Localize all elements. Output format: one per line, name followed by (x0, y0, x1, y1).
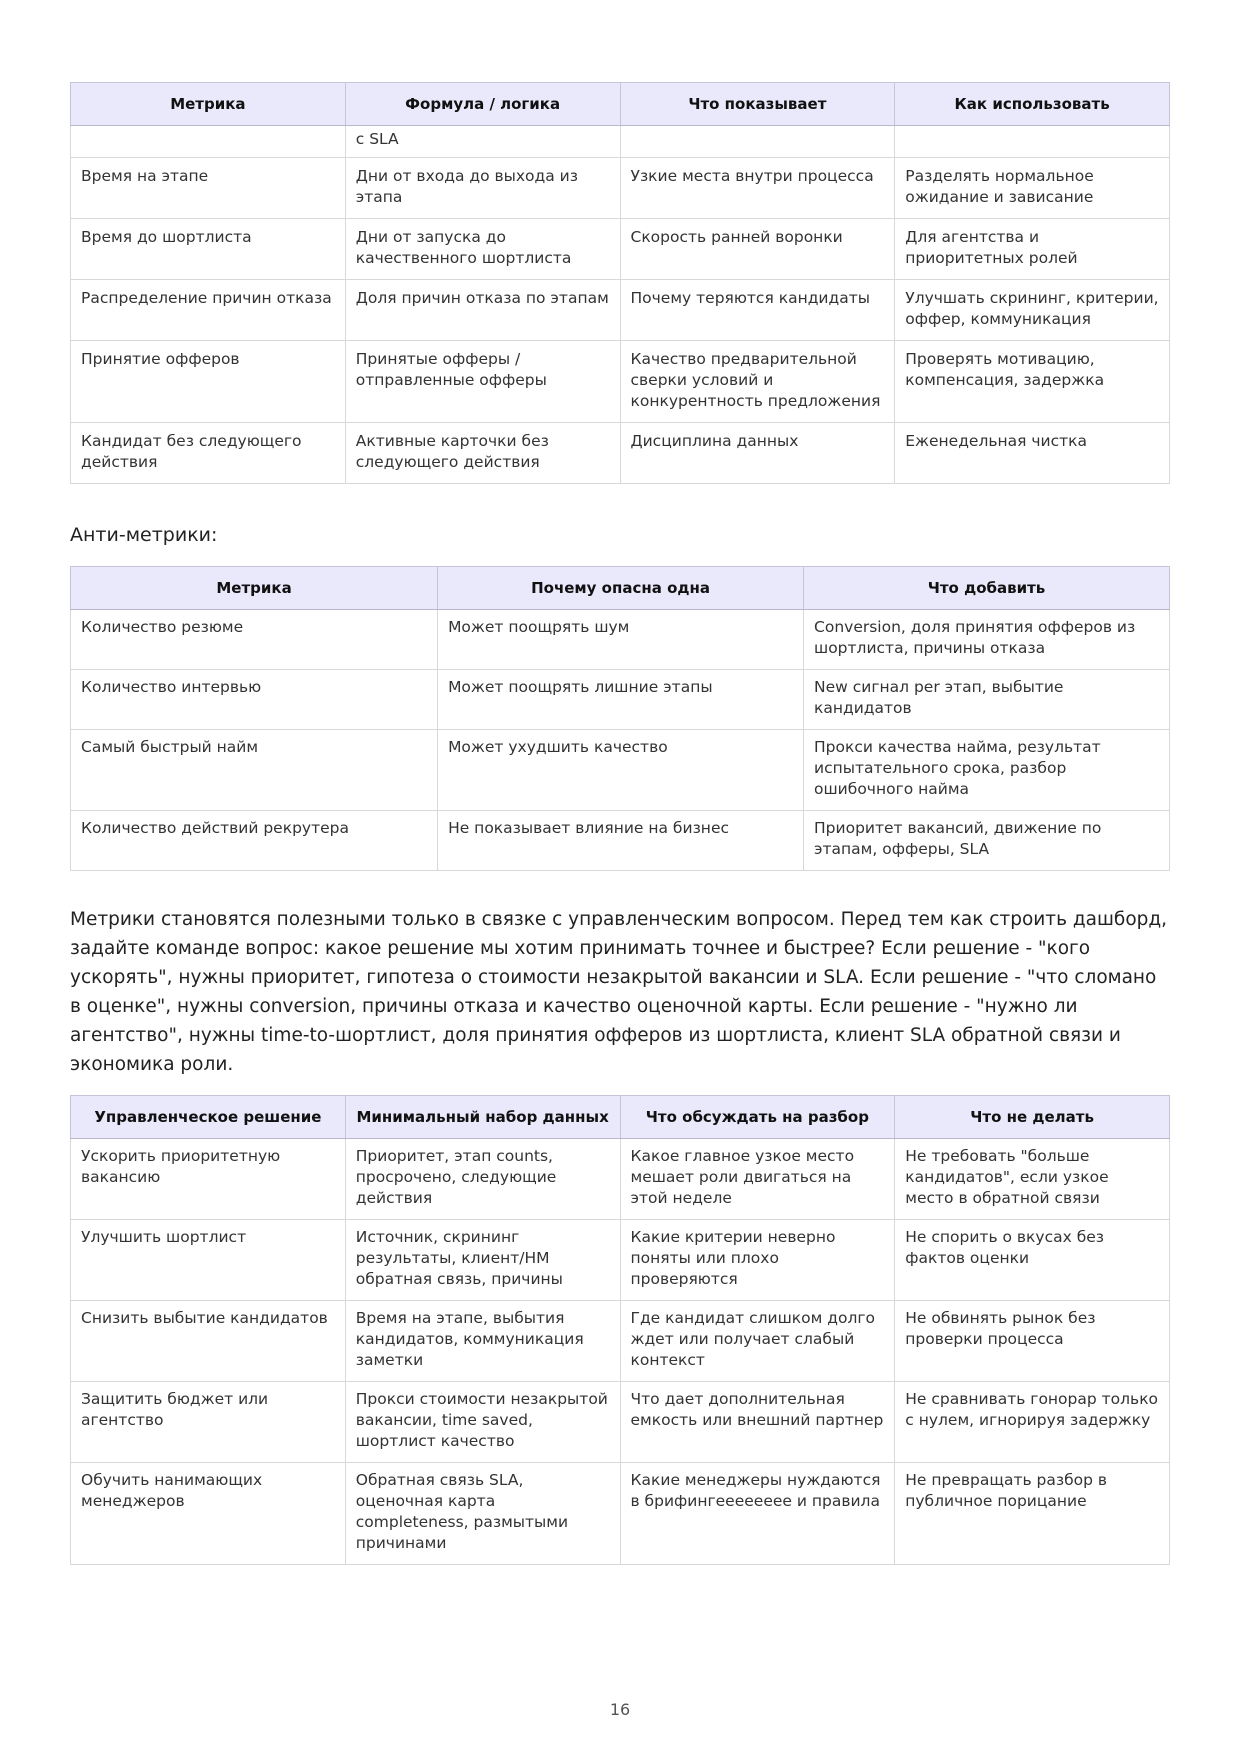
table-cell: Количество действий рекрутера (71, 811, 438, 871)
table-row (71, 126, 1170, 158)
table-cell: Время до шортлиста (71, 219, 346, 280)
table-header-row (71, 567, 1170, 610)
column-header: Как использовать (895, 83, 1170, 126)
table-cell: Количество резюме (71, 610, 438, 670)
table-row (71, 158, 1170, 219)
table-cell: с SLA (345, 126, 620, 158)
decisions-table (70, 1095, 1170, 1565)
column-header: Что не делать (895, 1096, 1170, 1139)
table-row (71, 1220, 1170, 1301)
table-cell: Принятые офферы / отправленные офферы (345, 341, 620, 423)
table-cell: Принятие офферов (71, 341, 346, 423)
table-cell: Не сравнивать гонорар только с нулем, игнорируя задержку (895, 1382, 1170, 1463)
table-row (71, 610, 1170, 670)
table-cell: Какое главное узкое место мешает роли двигаться на этой неделе (620, 1139, 895, 1220)
table-row (71, 423, 1170, 484)
table-cell: Не показывает влияние на бизнес (438, 811, 804, 871)
table-cell: Conversion, доля принятия офферов из шортлиста, причины отказа (804, 610, 1170, 670)
table-cell: Для агентства и приоритетных ролей (895, 219, 1170, 280)
document-page (70, 82, 1170, 1565)
table-cell: Качество предварительной сверки условий и конкурентность предложения (620, 341, 895, 423)
table-cell: Не превращать разбор в публичное порицание (895, 1463, 1170, 1565)
anti-metrics-table (70, 566, 1170, 871)
table-header-row (71, 83, 1170, 126)
table-cell: Обучить нанимающих менеджеров (71, 1463, 346, 1565)
table-cell: Дни от запуска до качественного шортлиста (345, 219, 620, 280)
table-row (71, 280, 1170, 341)
table-row (71, 1301, 1170, 1382)
column-header: Метрика (71, 567, 438, 610)
table-cell: Что дает дополнительная емкость или внешний партнер (620, 1382, 895, 1463)
table-cell: Улучшать скрининг, критерии, оффер, коммуникация (895, 280, 1170, 341)
table-cell: Не спорить о вкусах без фактов оценки (895, 1220, 1170, 1301)
table-cell: Не требовать "больше кандидатов", если узкое место в обратной связи (895, 1139, 1170, 1220)
table-row (71, 811, 1170, 871)
table-cell: Доля причин отказа по этапам (345, 280, 620, 341)
table-cell (71, 126, 346, 158)
table-cell: Может ухудшить качество (438, 730, 804, 811)
table-row (71, 730, 1170, 811)
table-cell: Дисциплина данных (620, 423, 895, 484)
column-header: Минимальный набор данных (345, 1096, 620, 1139)
table-cell: Почему теряются кандидаты (620, 280, 895, 341)
anti-metrics-heading: Анти-метрики: (70, 524, 218, 546)
column-header: Метрика (71, 83, 346, 126)
table-cell: Скорость ранней воронки (620, 219, 895, 280)
table-cell: Где кандидат слишком долго ждет или получает слабый контекст (620, 1301, 895, 1382)
table-cell: Еженедельная чистка (895, 423, 1170, 484)
table-row (71, 1139, 1170, 1220)
table-cell: Защитить бюджет или агентство (71, 1382, 346, 1463)
table-cell: Какие критерии неверно поняты или плохо проверяются (620, 1220, 895, 1301)
table-cell: Проверять мотивацию, компенсация, задержка (895, 341, 1170, 423)
column-header: Что обсуждать на разбор (620, 1096, 895, 1139)
column-header: Что добавить (804, 567, 1170, 610)
table-cell: Может поощрять шум (438, 610, 804, 670)
table-cell: Приоритет, этап counts, просрочено, следующие действия (345, 1139, 620, 1220)
table-cell: Количество интервью (71, 670, 438, 730)
body-paragraph: Метрики становятся полезными только в связке с управленческим вопросом. Перед тем как строить дашборд, задайте команде вопрос: какое решение мы хотим принимать точнее и быстрее? Если решение - "кого ускорять", нужны приоритет, гипотеза о стоимости незакрытой вакансии и SLA. Если решение - "что сломано в оценке", нужны conversion, причины отказа и качество оценочной карты. Если решение - "нужно ли агентство", нужны time-to-шортлист, доля принятия офферов из шортлиста, клиент SLA обратной связи и экономика роли. (70, 909, 1168, 1075)
table-cell: Улучшить шортлист (71, 1220, 346, 1301)
table-cell: Время на этапе, выбытия кандидатов, коммуникация заметки (345, 1301, 620, 1382)
table-cell: Время на этапе (71, 158, 346, 219)
column-header: Формула / логика (345, 83, 620, 126)
column-header: Что показывает (620, 83, 895, 126)
table-cell: Активные карточки без следующего действия (345, 423, 620, 484)
table-row (71, 670, 1170, 730)
table-row (71, 1382, 1170, 1463)
table-cell: Кандидат без следующего действия (71, 423, 346, 484)
table-cell: Какие менеджеры нуждаются в брифингееееееее и правила (620, 1463, 895, 1565)
metrics-table (70, 82, 1170, 484)
table-cell: Разделять нормальное ожидание и зависание (895, 158, 1170, 219)
table-cell: Может поощрять лишние этапы (438, 670, 804, 730)
table-header-row (71, 1096, 1170, 1139)
table-cell: Распределение причин отказа (71, 280, 346, 341)
table-cell: Источник, скрининг результаты, клиент/HM обратная связь, причины (345, 1220, 620, 1301)
table-row (71, 219, 1170, 280)
table-cell: Снизить выбытие кандидатов (71, 1301, 346, 1382)
table-cell: Ускорить приоритетную вакансию (71, 1139, 346, 1220)
page-number: 16 (609, 1700, 631, 1719)
table-row (71, 1463, 1170, 1565)
table-cell (895, 126, 1170, 158)
table-cell: Дни от входа до выхода из этапа (345, 158, 620, 219)
table-cell: Самый быстрый найм (71, 730, 438, 811)
table-cell (620, 126, 895, 158)
table-cell: New сигнал per этап, выбытие кандидатов (804, 670, 1170, 730)
table-cell: Узкие места внутри процесса (620, 158, 895, 219)
table-cell: Приоритет вакансий, движение по этапам, офферы, SLA (804, 811, 1170, 871)
table-cell: Прокси стоимости незакрытой вакансии, time saved, шортлист качество (345, 1382, 620, 1463)
table-cell: Прокси качества найма, результат испытательного срока, разбор ошибочного найма (804, 730, 1170, 811)
table-cell: Обратная связь SLA, оценочная карта completeness, размытыми причинами (345, 1463, 620, 1565)
column-header: Управленческое решение (71, 1096, 346, 1139)
table-cell: Не обвинять рынок без проверки процесса (895, 1301, 1170, 1382)
table-row (71, 341, 1170, 423)
column-header: Почему опасна одна (438, 567, 804, 610)
